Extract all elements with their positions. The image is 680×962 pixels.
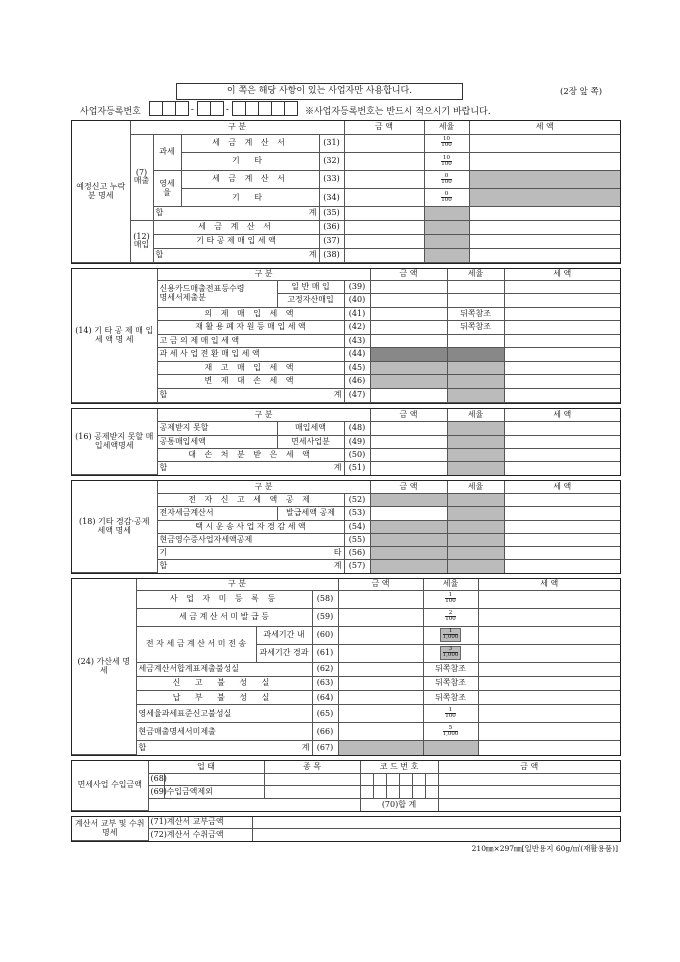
s5-row62-label: 세금계산서합계표제출불성실 [136, 662, 312, 676]
s4-row57-label: 합 계 [157, 560, 344, 573]
s5-code64: (64) [312, 691, 338, 705]
col-tax: 세 액 [504, 481, 620, 494]
s2-amount45-shaded [370, 361, 447, 375]
s4-code55: (55) [344, 533, 370, 546]
s2-row41-label: 의 제 매 입 세 액 [157, 307, 344, 321]
s5-row66-label: 현금매출명세서미제출 [136, 723, 312, 741]
s2-row42-label: 재 활 용 폐 자 원 등 매 입 세 액 [157, 321, 344, 335]
biz-reg-boxes[interactable] [149, 101, 188, 119]
s3-tax51[interactable] [504, 462, 620, 475]
s6-code68-d4[interactable] [399, 773, 412, 786]
s4-amount52-shaded [370, 494, 447, 507]
s2-code42: (42) [344, 321, 370, 335]
s3-rate50-shaded [447, 448, 504, 461]
s1-amount38[interactable] [344, 248, 424, 262]
s6-col-amount: 금 액 [438, 761, 620, 773]
s2-tax47[interactable] [504, 388, 620, 402]
col-tax: 세 액 [478, 579, 620, 590]
s2-rate47-shaded [447, 388, 504, 402]
col-tax: 세 액 [504, 409, 620, 422]
section-invoice-issued-received [71, 816, 621, 842]
s2-rate44-shaded [447, 348, 504, 362]
s1-rate37-shaded [424, 234, 469, 248]
s5-code65: (65) [312, 705, 338, 723]
s5-code60: (60) [312, 626, 338, 644]
s1-tax32[interactable] [469, 152, 620, 170]
biz-reg-label: 사업자등록번호 [80, 106, 141, 117]
s2-rate42: 뒤쪽참조 [447, 321, 504, 335]
s5-amount62[interactable] [338, 662, 423, 676]
s6-code69-d2[interactable] [373, 786, 386, 799]
s2-code40: (40) [344, 294, 370, 308]
s1-amount37[interactable] [344, 234, 424, 248]
s6-item69[interactable] [264, 786, 360, 799]
col-amount: 금 액 [370, 481, 447, 494]
s3-title: (16) 공제받지 못할 매입세액명세 [72, 409, 157, 475]
section-missing-preliminary [71, 120, 621, 264]
s5-code61: (61) [312, 644, 338, 662]
s3-amount50[interactable] [370, 448, 447, 461]
s1-tax33-shaded [469, 170, 620, 188]
col-rate: 세율 [423, 579, 478, 590]
s2-amount39[interactable] [370, 280, 447, 294]
s2-card-label: 신용카드매출전표등수령 명세서제출분 [157, 280, 277, 307]
s3-rate51-shaded [447, 462, 504, 475]
s2-code47: (47) [344, 388, 370, 402]
s2-rate46-shaded [447, 375, 504, 389]
s6-code68-d2[interactable] [373, 773, 386, 786]
col-rate: 세율 [447, 269, 504, 280]
s5-row61-sub: 과세기간 경과 [256, 644, 312, 662]
s4-tax56[interactable] [504, 547, 620, 560]
s5-rate62: 뒤쪽참조 [423, 662, 478, 676]
s3-rate48-shaded [447, 422, 504, 435]
s4-row55-label: 현금영수증사업자세액공제 [157, 533, 344, 546]
s6-code68-d6[interactable] [425, 773, 438, 786]
col-amount: 금 액 [370, 269, 447, 280]
col-tax: 세 액 [469, 121, 620, 134]
s6-title: 면세사업 수입금액 [72, 761, 148, 811]
s5-rate65: $\frac{1}{100}$ [423, 705, 478, 723]
col-category: 구 분 [130, 121, 344, 134]
s5-code66: (66) [312, 723, 338, 741]
s6-amount68[interactable] [438, 773, 620, 786]
s5-tax65[interactable] [478, 705, 620, 723]
s2-title: (14) 기 타 공 제 매 입 세 액 명 세 [72, 269, 157, 403]
s2-row44-label: 과 세 사 업 전 환 매 입 세 액 [157, 348, 344, 362]
s1-tax35[interactable] [469, 207, 620, 221]
s1-purchase-label: (12) 매입 [130, 221, 153, 262]
s4-row52-label: 전 자 신 고 세 액 공 제 [157, 494, 344, 507]
s4-amount53[interactable] [370, 507, 447, 520]
s5-rate63: 뒤쪽참조 [423, 676, 478, 690]
s1-tax34-shaded [469, 189, 620, 207]
s2-tax45[interactable] [504, 361, 620, 375]
s5-tax60[interactable] [478, 626, 620, 644]
s6-blank [148, 798, 360, 810]
s3-code51: (51) [344, 462, 370, 475]
page-label: (2장 앞 쪽) [560, 87, 603, 97]
s7-row72-label: (72)계산서 수취금액 [148, 829, 252, 841]
s2-code45: (45) [344, 361, 370, 375]
s6-code69-d5[interactable] [412, 786, 425, 799]
s3-code48: (48) [344, 422, 370, 435]
s1-amount33[interactable] [344, 170, 424, 188]
s7-amount71[interactable] [252, 817, 620, 829]
s1-row38-label: 합 계 [153, 248, 319, 262]
s4-amount56-shaded [370, 547, 447, 560]
s2-rate45-shaded [447, 361, 504, 375]
s4-amount55-shaded [370, 533, 447, 546]
s1-rate33: $\frac{0}{100}$ [424, 170, 469, 188]
s2-rate39 [447, 280, 504, 294]
s2-tax39[interactable] [504, 280, 620, 294]
biz-reg-note: ※사업자등록번호는 반드시 적으시기 바랍니다. [304, 106, 491, 117]
s5-row65-label: 영세율과세표준신고불성실 [136, 705, 312, 723]
s4-tax54[interactable] [504, 520, 620, 533]
s6-total-label: (70)합 계 [360, 798, 438, 810]
s3-code50: (50) [344, 448, 370, 461]
s4-tax57[interactable] [504, 560, 620, 573]
s1-code34: (34) [319, 189, 344, 207]
s1-row37-label: 기 타 공 제 매 입 세 액 [153, 234, 319, 248]
col-tax: 세 액 [504, 269, 620, 280]
col-category: 구 분 [136, 579, 338, 590]
s5-tax62[interactable] [478, 662, 620, 676]
s3-row50-label: 대 손 처 분 받 은 세 액 [157, 448, 344, 461]
s1-rate38-shaded [424, 248, 469, 262]
s4-tax55[interactable] [504, 533, 620, 546]
s3-amount51[interactable] [370, 462, 447, 475]
s4-code53: (53) [344, 507, 370, 520]
s2-row46-label: 변 제 대 손 세 액 [157, 375, 344, 389]
section-non-deductible [71, 408, 621, 476]
s4-tax52[interactable] [504, 494, 620, 507]
s6-col-code: 코 드 번 호 [360, 761, 438, 773]
s2-row40-label: 고정자산매입 [277, 294, 344, 308]
s5-rate64: 뒤쪽참조 [423, 691, 478, 705]
s2-rate40 [447, 294, 504, 308]
s2-row45-label: 재 고 매 입 세 액 [157, 361, 344, 375]
s2-row47-label: 합 계 [157, 388, 344, 402]
s2-rate43 [447, 334, 504, 348]
s6-col-item: 종 목 [264, 761, 360, 773]
s1-row32-label: 기 타 [181, 152, 319, 170]
s6-code69: (69) [148, 786, 164, 799]
s5-rate61: $\frac{3}{1,000}$ [423, 644, 478, 662]
s2-amount46-shaded [370, 375, 447, 389]
s4-row54-label: 택 시 운 송 사 업 자 경 감 세 액 [157, 520, 344, 533]
col-rate: 세율 [447, 481, 504, 494]
s3-row48-label-b: 매입세액 [277, 422, 344, 435]
s2-code46: (46) [344, 375, 370, 389]
s1-rate31: $\frac{10}{100}$ [424, 134, 469, 152]
s1-code36: (36) [319, 221, 344, 235]
s6-code68: (68) [148, 773, 164, 786]
s4-title: (18) 기타 경감·공제 세액 명세 [72, 481, 157, 573]
s6-biz68[interactable] [164, 773, 264, 786]
s5-amount67-shaded [338, 741, 423, 755]
s1-amount31[interactable] [344, 134, 424, 152]
s5-amount65[interactable] [338, 705, 423, 723]
s4-tax53[interactable] [504, 507, 620, 520]
s1-code38: (38) [319, 248, 344, 262]
s5-tax63[interactable] [478, 676, 620, 690]
s2-amount44-shaded [370, 348, 447, 362]
s4-rate57-shaded [447, 560, 504, 573]
s5-code62: (62) [312, 662, 338, 676]
s3-amount49[interactable] [370, 435, 447, 448]
s3-tax48[interactable] [504, 422, 620, 435]
col-amount: 금 액 [344, 121, 424, 134]
s6-amount69[interactable] [438, 786, 620, 799]
s2-amount42[interactable] [370, 321, 447, 335]
col-category: 구 분 [157, 481, 370, 494]
s3-tax49[interactable] [504, 435, 620, 448]
s5-row60-label: 전 자 세 금 계 산 서 미 전 송 [136, 626, 256, 662]
s1-rate34: $\frac{0}{100}$ [424, 189, 469, 207]
s5-code63: (63) [312, 676, 338, 690]
s5-code59: (59) [312, 608, 338, 626]
s1-code31: (31) [319, 134, 344, 152]
s6-code69-d4[interactable] [399, 786, 412, 799]
s1-row33-label: 세 금 계 산 서 [181, 170, 319, 188]
s5-code67: (67) [312, 741, 338, 755]
s1-amount35[interactable] [344, 207, 424, 221]
s1-row31-label: 세 금 계 산 서 [181, 134, 319, 152]
biz-reg-row: 사업자등록번호 - - ※사업자등록번호는 반드시 적으시기 바랍니다. [80, 101, 491, 119]
s1-taxable-label: 과세 [153, 134, 181, 170]
s4-code56: (56) [344, 547, 370, 560]
s2-amount47[interactable] [370, 388, 447, 402]
s5-rate59: $\frac{2}{100}$ [423, 608, 478, 626]
s5-rate60: $\frac{1}{1,000}$ [423, 626, 478, 644]
s6-row69-label: 수입금액제외 [164, 786, 264, 799]
section-tax-exempt-revenue [71, 760, 621, 812]
biz-reg-boxes-2[interactable] [197, 101, 223, 119]
s1-zero-label: 영세율 [153, 170, 181, 206]
s1-row36-label: 세 금 계 산 서 [153, 221, 319, 235]
s2-code41: (41) [344, 307, 370, 321]
s1-title: 예정신고 누락분 명세 [72, 121, 130, 263]
s2-tax46[interactable] [504, 375, 620, 389]
s5-rate66: $\frac{5}{1,000}$ [423, 723, 478, 741]
section-penalties [71, 578, 621, 756]
s5-tax66[interactable] [478, 723, 620, 741]
s3-row49-label-b: 면세사업분 [277, 435, 344, 448]
s1-rate32: $\frac{10}{100}$ [424, 152, 469, 170]
s4-rate55-shaded [447, 533, 504, 546]
s3-tax50[interactable] [504, 448, 620, 461]
s5-tax67[interactable] [478, 741, 620, 755]
s2-rate41: 뒤쪽참조 [447, 307, 504, 321]
s2-amount43[interactable] [370, 334, 447, 348]
notice-box: 이 쪽은 해당 사항이 있는 사업자만 사용합니다. [176, 83, 463, 100]
s5-row63-label: 신 고 불 성 실 [136, 676, 312, 690]
s6-code69-d3[interactable] [386, 786, 399, 799]
s1-amount36[interactable] [344, 221, 424, 235]
s5-row59-label: 세 금 계 산 서 미 발 급 등 [136, 608, 312, 626]
s7-amount72[interactable] [252, 829, 620, 841]
s3-amount48[interactable] [370, 422, 447, 435]
s4-row53-label-a: 전자세금계산서 [157, 507, 277, 520]
s5-code58: (58) [312, 590, 338, 608]
s2-tax42[interactable] [504, 321, 620, 335]
s1-sales-label: (7) 매출 [130, 134, 153, 221]
s7-title: 계산서 교부 및 수취명세 [72, 817, 148, 841]
s5-title: (24) 가산세 명세 [72, 579, 136, 755]
s5-amount58[interactable] [338, 590, 423, 608]
s1-amount34[interactable] [344, 189, 424, 207]
s5-row60-sub: 과세기간 내 [256, 626, 312, 644]
s2-code44: (44) [344, 348, 370, 362]
s2-tax44[interactable] [504, 348, 620, 362]
s4-code52: (52) [344, 494, 370, 507]
s3-rate49-shaded [447, 435, 504, 448]
s1-tax36[interactable] [469, 221, 620, 235]
s4-code54: (54) [344, 520, 370, 533]
s1-amount32[interactable] [344, 152, 424, 170]
s2-tax41[interactable] [504, 307, 620, 321]
s5-amount66[interactable] [338, 723, 423, 741]
s1-code32: (32) [319, 152, 344, 170]
s3-row51-label: 합 계 [157, 462, 344, 475]
s2-tax40[interactable] [504, 294, 620, 308]
s4-amount54-shaded [370, 520, 447, 533]
s6-code68-d1[interactable] [360, 773, 373, 786]
s3-code49: (49) [344, 435, 370, 448]
s1-tax31[interactable] [469, 134, 620, 152]
s2-code39: (39) [344, 280, 370, 294]
s5-amount63[interactable] [338, 676, 423, 690]
s2-tax43[interactable] [504, 334, 620, 348]
s2-amount41[interactable] [370, 307, 447, 321]
s6-item68[interactable] [264, 773, 360, 786]
s4-row56-label: 기 타 [157, 547, 344, 560]
s2-row43-label: 고 금 의 제 매 입 세 액 [157, 334, 344, 348]
s1-tax37[interactable] [469, 234, 620, 248]
col-category: 구 분 [157, 409, 370, 422]
s6-code68-d5[interactable] [412, 773, 425, 786]
s4-rate54-shaded [447, 520, 504, 533]
s7-row71-label: (71)계산서 교부금액 [148, 817, 252, 829]
s6-col-biz: 업 태 [148, 761, 264, 773]
s1-code33: (33) [319, 170, 344, 188]
s5-row67-label: 합 계 [136, 741, 312, 755]
col-amount: 금 액 [370, 409, 447, 422]
s4-rate53-shaded [447, 507, 504, 520]
s4-amount57-shaded [370, 560, 447, 573]
col-amount: 금 액 [338, 579, 423, 590]
s4-rate56-shaded [447, 547, 504, 560]
s5-tax64[interactable] [478, 691, 620, 705]
s5-amount60[interactable] [338, 626, 423, 644]
s4-code57: (57) [344, 560, 370, 573]
s5-tax61[interactable] [478, 644, 620, 662]
s6-code69-d1[interactable] [360, 786, 373, 799]
col-rate: 세율 [447, 409, 504, 422]
col-rate: 세율 [424, 121, 469, 134]
s1-rate36-shaded [424, 221, 469, 235]
s2-code43: (43) [344, 334, 370, 348]
biz-reg-boxes-3[interactable] [232, 101, 297, 119]
s5-tax59[interactable] [478, 608, 620, 626]
s5-rate58: $\frac{1}{100}$ [423, 590, 478, 608]
s5-amount64[interactable] [338, 691, 423, 705]
s5-amount59[interactable] [338, 608, 423, 626]
s3-row49-label-a: 공통매입세액 [157, 435, 277, 448]
s2-amount40[interactable] [370, 294, 447, 308]
s2-row39-label: 일 반 매 입 [277, 280, 344, 294]
s1-row35-label: 합 계 [153, 207, 319, 221]
s5-amount61[interactable] [338, 644, 423, 662]
s6-amount70[interactable] [438, 798, 620, 810]
s1-rate35-shaded [424, 207, 469, 221]
s4-rate52-shaded [447, 494, 504, 507]
s1-code37: (37) [319, 234, 344, 248]
s5-tax58[interactable] [478, 590, 620, 608]
s1-code35: (35) [319, 207, 344, 221]
section-other-deductions [71, 268, 621, 404]
s1-tax38[interactable] [469, 248, 620, 262]
s6-code68-d3[interactable] [386, 773, 399, 786]
s5-row58-label: 사 업 자 미 등 록 등 [136, 590, 312, 608]
s1-row34-label: 기 타 [181, 189, 319, 207]
s5-rate67-shaded [423, 741, 478, 755]
col-category: 구 분 [157, 269, 370, 280]
s6-code69-d6[interactable] [425, 786, 438, 799]
s4-row53-label-b: 발급세액 공제 [277, 507, 344, 520]
section-other-reductions [71, 480, 621, 574]
paper-spec-footer: 210㎜×297㎜[일반용지 60g/㎡(재활용품)] [471, 844, 618, 853]
s5-row64-label: 납 부 불 성 실 [136, 691, 312, 705]
s3-row48-label-a: 공제받지 못할 [157, 422, 277, 435]
